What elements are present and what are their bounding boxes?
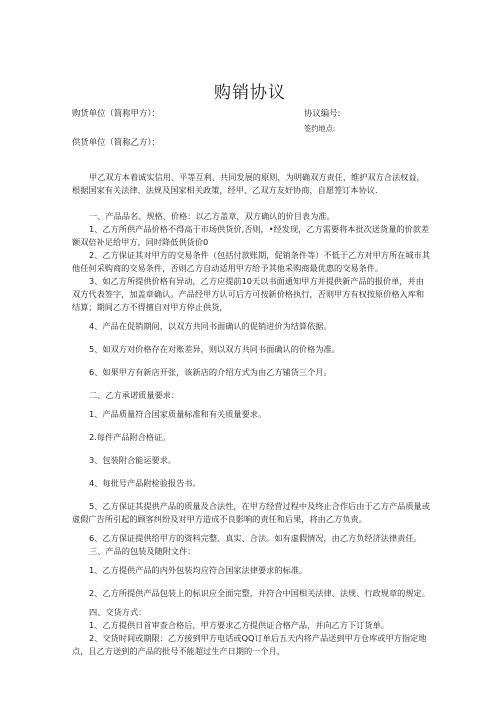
clause-paragraph: 1、产品质量符合国家质量标准和有关质量要求。 xyxy=(89,409,267,419)
clause-paragraph: 4、每批号产品附检验报告书。 xyxy=(89,478,201,488)
section-heading: 一、产品品名、规格、价格：以乙方盖章，双方确认的价目表为准。 xyxy=(89,211,335,221)
clause-paragraph: 1、乙方提供日首审查合格后，甲方要求乙方提供证合格产品，并向乙方下订货单。 xyxy=(89,620,389,630)
clause-paragraph: 2、乙方保证其对甲方的交易条件（包括付款账期，促销条件等）不低于乙方对甲方所在城市其他任何采购商的交易条件，否则乙方自动适用甲方给予其他采购商最优惠的交易条件。 xyxy=(72,250,430,273)
section-heading: 二、乙方承诺质量要求： xyxy=(89,390,180,400)
clause-paragraph: 1、乙方所供产品价格不得高于市场供货价,否则，•经发现，乙方需要将本批次送货量的价款差额双倍补足给甲方，同时降低供货价0 xyxy=(72,224,430,247)
agreement-no-label: 协议编号: xyxy=(304,108,341,118)
clause-paragraph: 5、如双方对价格存在对账差异，则以双方共同书面确认的价格为准。 xyxy=(89,344,340,354)
document-title: 购销协议 xyxy=(214,83,286,103)
clause-paragraph: 6、如果甲方有新店开张，该新店的介绍方式为由乙方铺货三个月。 xyxy=(89,367,332,377)
agreement-body xyxy=(72,171,432,658)
clause-paragraph: 2.每件产品附合格证。 xyxy=(89,432,171,442)
clause-paragraph: 3、如乙方所提供价格有异动，乙方应提前10天以书面通知甲方并提供新产品的报价单，并由双方代表签字，加盖章确认。产品经甲方认可后方可按新价格执行，否则甲方有权按原价格入库和结算；期间乙方不得擅自对甲方停止供货， xyxy=(72,276,425,312)
clause-paragraph: 1、乙方提供产品的内外包装均应符合国家法律要求的标准。 xyxy=(89,565,308,575)
intro-paragraph: 甲乙双方本着诚实信用、平等互利、共同发展的原则，为明确双方责任，维护双方合法权益，根据国家有关法律、法规及国家相关政策，经甲、乙双方友好协商，自愿签订本协议. xyxy=(72,172,425,195)
clause-paragraph: 3、包装附合能运要求。 xyxy=(89,455,177,465)
buyer-label: 购货单位（简称甲方）： xyxy=(72,108,160,118)
supplier-label: 供货单位（简称乙方）： xyxy=(72,137,160,147)
clause-paragraph: 4、产品在促销期间，以双方共同书面确认的促销进价为结算依据。 xyxy=(89,321,332,331)
section-heading: 三、产品的包装及随附文件： xyxy=(89,546,196,556)
clause-paragraph: 6、乙方保证提供给甲方的资料完整、真实、合法。如有虚假情况，由乙方负经济法律责任。 xyxy=(89,533,422,543)
sign-place-label: 签约地点: xyxy=(304,124,336,133)
clause-paragraph: 5、乙方保证其提供产品的质量及合法性，在甲方经营过程中及终止合作后由于乙方产品质量或虚假广告所引起的顾客纠纷及对甲方造成不良影响的责任和后果，将由乙方负责。 xyxy=(72,501,430,524)
clause-paragraph: 2、交货时间或期限：乙方接到甲方电话或QQ订单后五天内将产品送到甲方仓库或甲方指定地点，且乙方送到的产品的批号不能超过生产日期的一个月， xyxy=(72,633,427,656)
clause-paragraph: 2、乙方所提供产品包装上的标识应全面完整，并符合中国相关法律、法规、行政规章的规定。 xyxy=(89,588,430,598)
section-heading: 四、交货方式： xyxy=(89,607,147,617)
